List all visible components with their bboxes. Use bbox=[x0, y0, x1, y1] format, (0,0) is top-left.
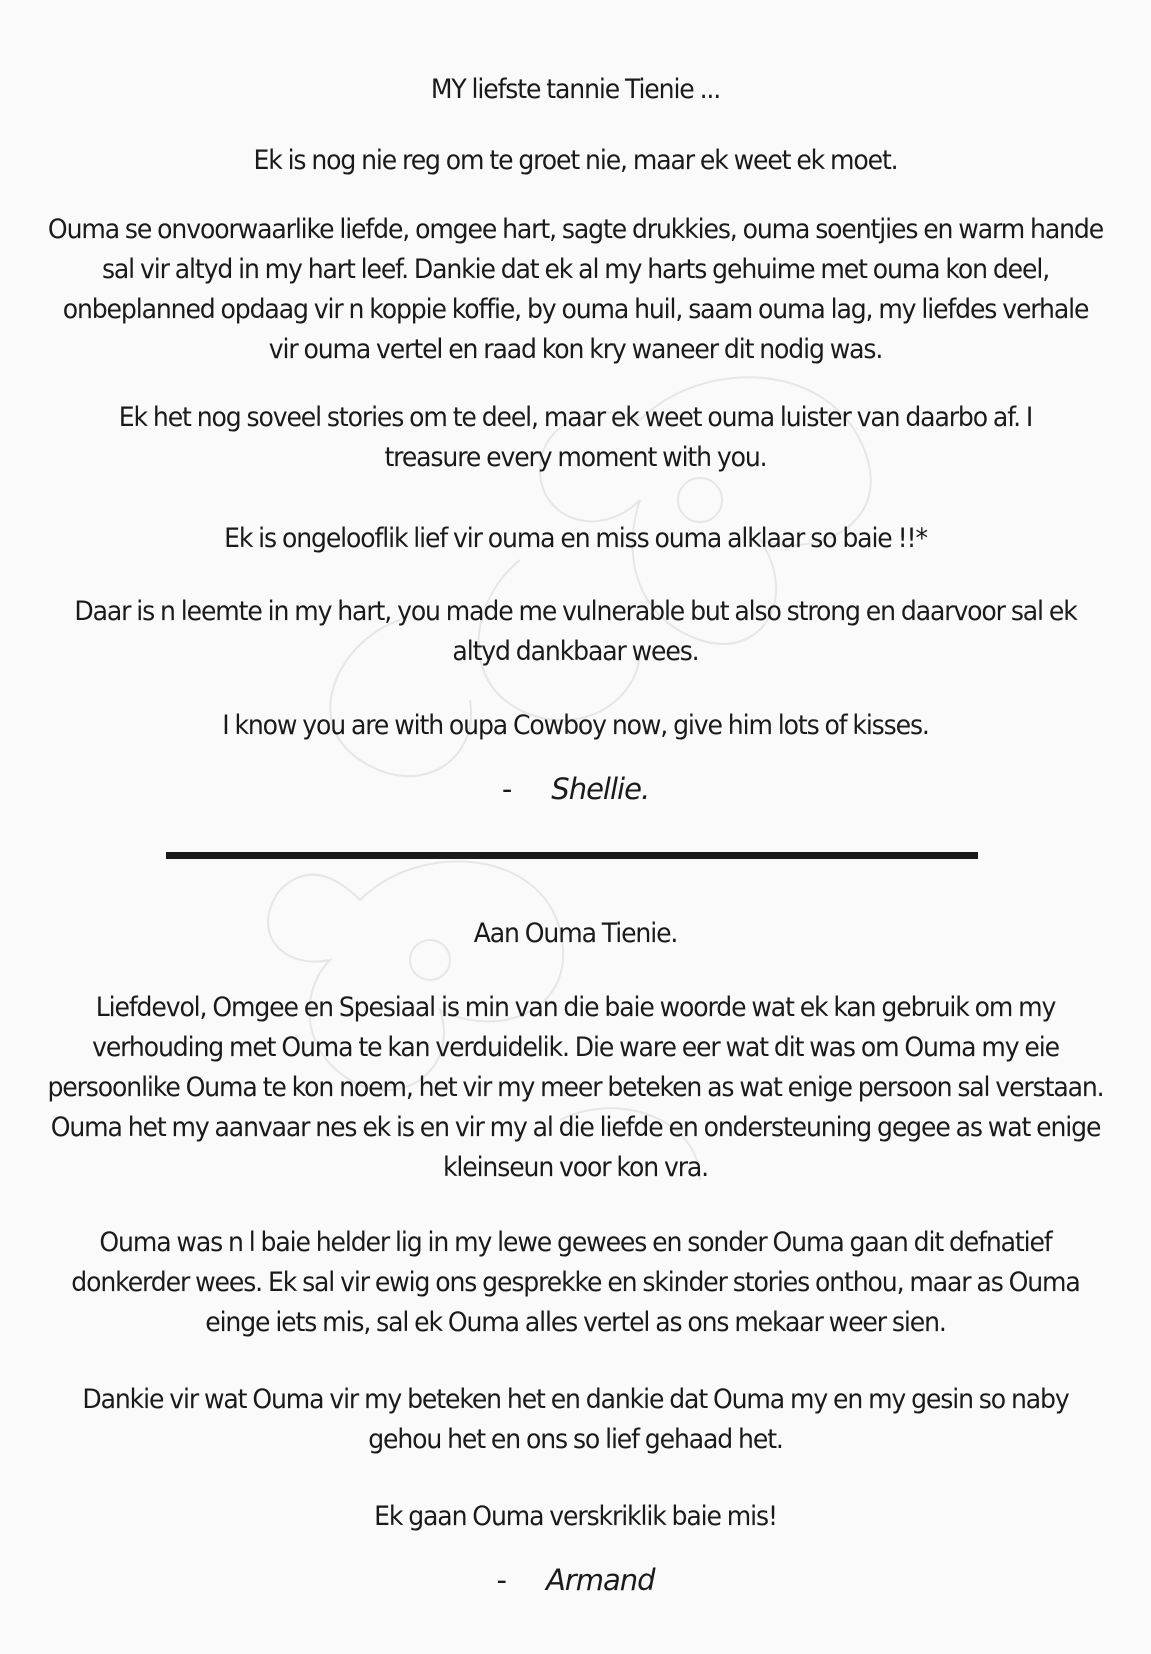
letter1-signature-line bbox=[0, 772, 1151, 806]
letter1-paragraph-3: Ek het nog soveel stories om te deel, maar ek weet ouma luister van daarbo af. I treasure every moment with you. bbox=[118, 402, 1033, 473]
signature-dash: - bbox=[501, 772, 512, 806]
letter1-paragraph-1: Ek is nog nie reg om te groet nie, maar ek weet ek moet. bbox=[253, 145, 898, 176]
letter2-paragraph-4: Ek gaan Ouma verskriklik baie mis! bbox=[374, 1501, 777, 1532]
letter1-signature: Shellie. bbox=[551, 772, 650, 806]
letter1-paragraph-4: Ek is ongelooflik lief vir ouma en miss ouma alklaar so baie !!* bbox=[224, 523, 927, 554]
letter2-paragraph-1: Liefdevol, Omgee en Spesiaal is min van die baie woorde wat ek kan gebruik om my verhouding met Ouma te kan verduidelik. Die ware eer wat dit was om Ouma my eie persoonlike Ouma te kon noem, het vir my meer beteken as wat enige persoon sal verstaan. Ouma het my aanvaar nes ek is en vir my al die liefde en ondersteuning gegee as wat enige kleinseun voor kon vra. bbox=[47, 992, 1104, 1183]
letter2-paragraph-3: Dankie vir wat Ouma vir my beteken het en dankie dat Ouma my en my gesin so naby gehou het en ons so lief gehaad het. bbox=[82, 1384, 1069, 1455]
letter1-paragraph-5: Daar is n leemte in my hart, you made me vulnerable but also strong en daarvoor sal ek altyd dankbaar wees. bbox=[74, 596, 1077, 667]
letter2-paragraph-2: Ouma was n l baie helder lig in my lewe gewees en sonder Ouma gaan dit defnatief donkerder wees. Ek sal vir ewig ons gesprekke en skinder stories onthou, maar as Ouma einge iets mis, sal ek Ouma alles vertel as ons mekaar weer sien. bbox=[71, 1227, 1080, 1338]
letter2-signature-line bbox=[0, 1563, 1151, 1597]
section-divider bbox=[166, 852, 978, 859]
letter1-paragraph-6: I know you are with oupa Cowboy now, give him lots of kisses. bbox=[222, 710, 929, 741]
letter2-signature: Armand bbox=[545, 1563, 655, 1597]
letter1-paragraph-2: Ouma se onvoorwaarlike liefde, omgee hart, sagte drukkies, ouma soentjies en warm hande sal vir altyd in my hart leef. Dankie dat ek al my harts gehuime met ouma kon deel, onbeplanned opdaag vir n koppie koffie, by ouma huil, saam ouma lag, my liefdes verhale vir ouma vertel en raad kon kry waneer dit nodig was. bbox=[47, 214, 1104, 365]
letter2-greeting: Aan Ouma Tienie. bbox=[473, 918, 678, 949]
letter1-greeting: MY liefste tannie Tienie ... bbox=[430, 74, 721, 105]
signature-dash: - bbox=[496, 1563, 506, 1597]
